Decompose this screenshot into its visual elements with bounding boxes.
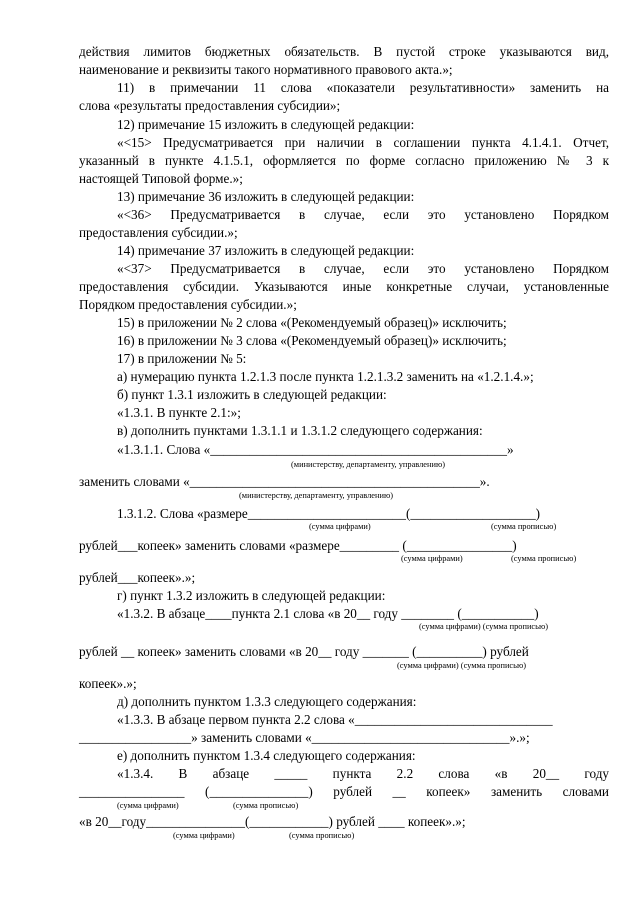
text-line: «1.3.2. В абзаце____пункта 2.1 слова «в 20__ году ________ (___________) [117,606,539,621]
text-line: копеек».»; [79,676,137,691]
text-line: а) нумерацию пункта 1.2.1.3 после пункта 1.2.1.3.2 заменить на «1.2.1.4.»; [117,369,534,384]
text-line: д) дополнить пунктом 1.3.3 следующего содержания: [117,694,417,709]
text-line: е) дополнить пунктом 1.3.4 следующего содержания: [117,748,416,763]
text-line: 11) в примечании 11 слова «показатели результативности» заменить на [117,80,609,95]
text-line: в) дополнить пунктами 1.3.1.1 и 1.3.1.2 следующего содержания: [117,423,483,438]
field-caption: (сумма цифрами) [309,522,371,531]
field-caption: (сумма прописью) [289,831,355,840]
field-caption: (министерству, департаменту, управлению) [291,460,446,469]
text-line: ________________ (_______________) рублей __ копеек» заменить словами [79,784,609,799]
text-line: 15) в приложении № 2 слова «(Рекомендуемый образец)» исключить; [117,315,507,330]
text-line: предоставления субсидии.»; [79,225,238,240]
text-line: «1.3.3. В абзаце первом пункта 2.2 слова «______________________________ [117,712,553,727]
text-line: предоставления субсидии. Указываются иные конкретные случаи, установленные [79,279,609,294]
text-line: «<36> Предусматривается в случае, если это установлено Порядком [117,207,609,222]
field-caption: (сумма цифрами) [401,554,463,563]
text-line: «<37> Предусматривается в случае, если это установлено Порядком [117,261,609,276]
text-line: слова «результаты предоставления субсидии»; [79,98,341,113]
field-caption: (сумма цифрами) [173,831,235,840]
text-line: 17) в приложении № 5: [117,351,247,366]
text-line: 13) примечание 36 изложить в следующей редакции: [117,189,415,204]
text-line: «1.3.1. В пункте 2.1:»; [117,405,241,420]
text-line: г) пункт 1.3.2 изложить в следующей редакции: [117,588,386,603]
text-line: рублей___копеек» заменить словами «размере_________ (________________) [79,538,517,553]
text-line: «в 20__году_______________(____________) рублей ____ копеек».»; [79,814,466,829]
text-line: _________________» заменить словами «______________________________».»; [79,730,530,745]
field-caption: (сумма цифрами) [117,801,179,810]
field-caption: (сумма прописью) [491,522,557,531]
field-caption: (министерству, департаменту, управлению) [239,491,394,500]
text-line: «1.3.1.1. Слова «_____________________________________________» [117,442,514,457]
text-line: б) пункт 1.3.1 изложить в следующей редакции: [117,387,387,402]
text-line: рублей __ копеек» заменить словами «в 20__ году _______ (__________) рублей [79,644,529,659]
text-line: «1.3.4. В абзаце _____ пункта 2.2 слова «в 20__ году [117,766,609,781]
text-line: «<15> Предусматривается при наличии в соглашении пункта 4.1.4.1. Отчет, [117,135,609,150]
text-line: 12) примечание 15 изложить в следующей редакции: [117,117,415,132]
field-caption: (сумма прописью) [233,801,299,810]
field-caption: (сумма цифрами) (сумма прописью) [419,622,549,631]
text-line: Порядком предоставления субсидии.»; [79,297,297,312]
text-line: настоящей Типовой форме.»; [79,171,243,186]
field-caption: (сумма цифрами) (сумма прописью) [397,661,527,670]
text-line: 16) в приложении № 3 слова «(Рекомендуемый образец)» исключить; [117,333,507,348]
text-line: указанный в пункте 4.1.5.1, оформляется по форме согласно приложению № 3 к [79,153,609,168]
text-line: 14) примечание 37 изложить в следующей редакции: [117,243,415,258]
text-line: рублей___копеек».»; [79,570,196,585]
text-line: наименование и реквизиты такого нормативного правового акта.»; [79,62,453,77]
text-line: 1.3.1.2. Слова «размере________________________(___________________) [117,506,541,521]
text-line: действия лимитов бюджетных обязательств. В пустой строке указываются вид, [79,44,609,59]
field-caption: (сумма прописью) [511,554,577,563]
text-line: заменить словами «____________________________________________». [79,474,490,489]
